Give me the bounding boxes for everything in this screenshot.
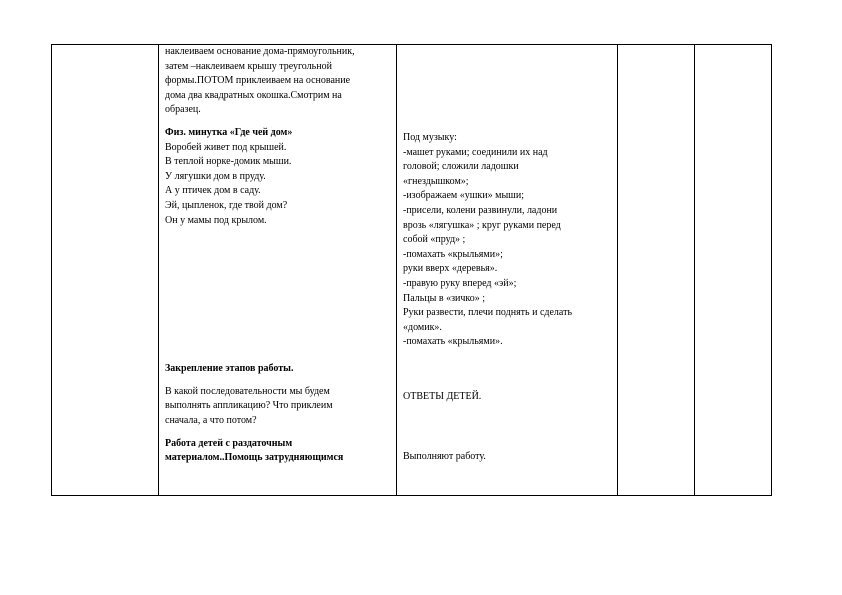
poem-line: Он у мамы под крылом. — [165, 214, 267, 226]
col4-empty-cell — [618, 45, 693, 495]
answers-text — [403, 390, 613, 405]
music-line: головой; сложили ладошки — [403, 161, 519, 173]
music-line: Пальцы в «зичко» ; — [403, 292, 486, 304]
column-divider-2 — [396, 45, 397, 495]
poem-line: Воробей живет под крышей. — [165, 141, 287, 153]
perform-text — [403, 450, 613, 465]
music-line: -машет руками; соединили их над — [403, 146, 548, 158]
intro-line: формы.ПОТОМ приклеиваем на основание — [165, 75, 351, 87]
music-line: врозь «лягушка» ; круг руками перед — [403, 219, 561, 231]
teacher-activity-cell — [165, 45, 393, 466]
poem-line: А у птичек дом в саду. — [165, 185, 261, 197]
music-line: «домик». — [403, 321, 442, 333]
col1-empty-cell — [52, 45, 157, 495]
music-line: -помахать «крыльями». — [403, 336, 503, 348]
poem-line: У лягушки дом в пруду. — [165, 170, 266, 182]
music-line: -присели, колени развинули, ладони — [403, 204, 558, 216]
question-line: В какой последовательности мы будем — [165, 385, 330, 397]
music-line: -помахать «крыльями»; — [403, 248, 503, 260]
column-divider-1 — [158, 45, 159, 495]
music-line: руки вверх «деревья». — [403, 263, 498, 275]
question-line: выполнять аппликацию? Что приклеим — [165, 400, 333, 412]
children-answers: ОТВЕТЫ ДЕТЕЙ. — [403, 391, 482, 402]
music-line: Руки развести, плечи поднять и сделать — [403, 307, 573, 319]
music-line: собой «пруд» ; — [403, 234, 466, 246]
poem-line: В теплой норке-домик мыши. — [165, 156, 292, 168]
intro-line: образец. — [165, 104, 201, 116]
children-activity-cell — [403, 131, 613, 350]
phys-minute-title: Физ. минутка «Где чей дом» — [165, 126, 293, 138]
music-line: -изображаем «ушки» мыши; — [403, 190, 525, 202]
children-perform-work: Выполняют работу. — [403, 451, 486, 462]
intro-line: наклеиваем основание дома-прямоугольник, — [165, 46, 355, 57]
work-title: материалом..Помощь затрудняющимся — [165, 452, 344, 464]
poem-line: Эй, цыпленок, где твой дом? — [165, 199, 288, 211]
music-line: Под музыку: — [403, 132, 457, 143]
music-line: -правую руку вперед «эй»; — [403, 277, 517, 289]
work-title: Работа детей с раздаточным — [165, 437, 293, 449]
intro-line: затем –наклеиваем крышу треугольной — [165, 60, 332, 72]
question-line: сначала, а что потом? — [165, 414, 257, 426]
consolidation-title: Закрепление этапов работы. — [165, 363, 294, 375]
col5-empty-cell — [695, 45, 771, 495]
lesson-plan-table — [51, 44, 772, 496]
music-line: «гнездышком»; — [403, 175, 469, 187]
intro-line: дома два квадратных окошка.Смотрим на — [165, 89, 342, 101]
